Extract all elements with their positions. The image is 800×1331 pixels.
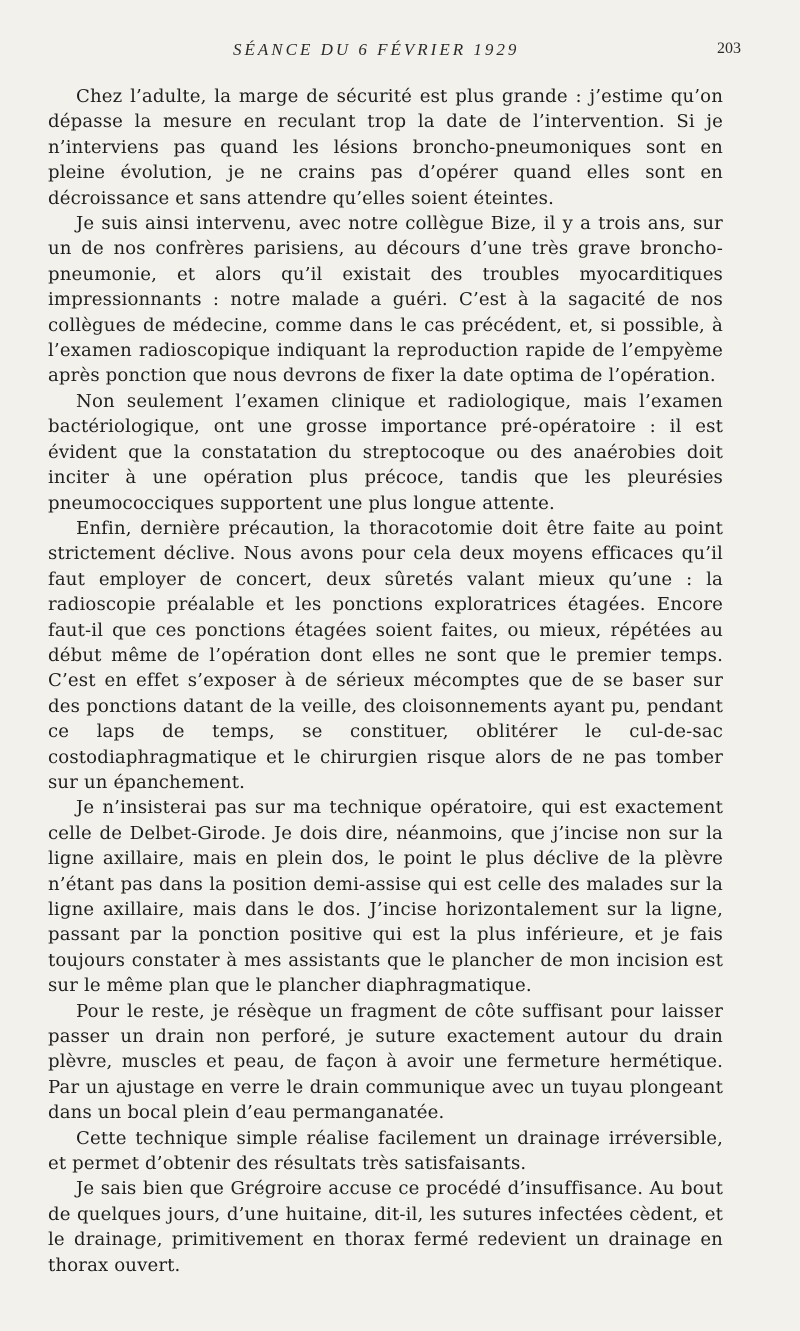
paragraph-4: Enfin, dernière précaution, la thoracotomie doit être faite au point strictement déclive. Nous avons pour cela deux moyens efficaces qu’il faut employer de concert, deux sûretés valant mieux qu’une : la radioscopie préalable et les ponctions exploratrices étagées. Encore faut-il que ces ponctions étagées soient faites, ou mieux, répétées au début même de l’opération dont elles ne sont que le premier temps. C’est en effet s’exposer à de sérieux mécomptes que de se baser sur des ponctions datant de la veille, des cloisonnements ayant pu, pendant ce laps de temps, se constituer, oblitérer le cul-de-sac costodiaphragmatique et le chirurgien risque alors de ne pas tomber sur un épanchement. xyxy=(48,517,723,793)
page xyxy=(48,40,741,1278)
running-header xyxy=(48,40,741,72)
paragraph-8: Je sais bien que Grégroire accuse ce procédé d’insuffisance. Au bout de quelques jours, d’une huitaine, dit-il, les sutures infectées cèdent, et le drainage, primitivement en thorax fermé redevient un drainage en thorax ouvert. xyxy=(48,1178,723,1276)
paragraph-1: Chez l’adulte, la marge de sécurité est plus grande : j’estime qu’on dépasse la mesure en reculant trop la date de l’intervention. Si je n’interviens pas quand les lésions broncho-pneumoniques sont en pleine évolution, je ne crains pas d’opérer quand elles sont en décroissance et sans attendre qu’elles soient éteintes. xyxy=(48,86,723,209)
paragraph-6: Pour le reste, je résèque un fragment de côte suffisant pour laisser passer un drain non perforé, je suture exactement autour du drain plèvre, muscles et peau, de façon à avoir une fermeture hermétique. Par un ajustage en verre le drain communique avec un tuyau plongeant dans un bocal plein d’eau permanganatée. xyxy=(48,1000,723,1124)
header-title: SÉANCE DU 6 FÉVRIER 1929 xyxy=(233,40,520,59)
body-text xyxy=(48,84,723,1278)
paragraph-7: Cette technique simple réalise facilement un drainage irréversible, et permet d’obtenir des résultats très satisfaisants. xyxy=(48,1127,723,1175)
page-number: 203 xyxy=(717,40,741,57)
paragraph-5: Je n’insisterai pas sur ma technique opératoire, qui est exactement celle de Delbet-Girode. Je dois dire, néanmoins, que j’incise non sur la ligne axillaire, mais en plein dos, le point le plus déclive de la plèvre n’étant pas dans la position demi-assise qui est celle des malades sur la ligne axillaire, mais dans le dos. J’incise horizontalement sur la ligne, passant par la ponction positive qui est la plus inférieure, et je fais toujours constater à mes assistants que le plancher de mon incision est sur le même plan que le plancher diaphragmatique. xyxy=(48,797,723,997)
paragraph-2: Je suis ainsi intervenu, avec notre collègue Bize, il y a trois ans, sur un de nos confrères parisiens, au décours d’une très grave broncho-pneumonie, et alors qu’il existait des troubles myocarditiques impressionnants : notre malade a guéri. C’est à la sagacité de nos collègues de médecine, comme dans le cas précédent, et, si possible, à l’examen radioscopique indiquant la reproduction rapide de l’empyème après ponction que nous devrons de fixer la date optima de l’opération. xyxy=(48,213,723,387)
paragraph-3: Non seulement l’examen clinique et radiologique, mais l’examen bactériologique, ont une grosse importance pré-opératoire : il est évident que la constatation du streptocoque ou des anaérobies doit inciter à une opération plus précoce, tandis que les pleurésies pneumococciques supportent une plus longue attente. xyxy=(48,390,723,514)
